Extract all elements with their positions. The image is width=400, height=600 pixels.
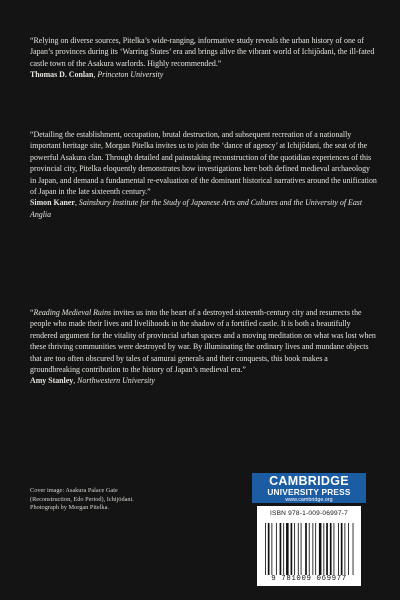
publisher-url: www.cambridge.org	[285, 496, 333, 503]
endorsement-stanley	[30, 307, 378, 387]
credit-line: Photograph by Morgan Pitelka.	[30, 504, 109, 512]
book-title-mention: Reading Medieval Ruins	[33, 308, 112, 317]
cover-image-credit	[30, 487, 220, 513]
author-name: Simon Kaner	[30, 198, 75, 208]
endorsement-text: invites us into the heart of a destroyed sixteenth-century city and resurrects the people who made their lives and livelihoods in the shadow of a fortified castle. It is both a beautifully rendered argument for the vitality of provincial urban spaces and a moving meditation on what was lost when these thriving communities were destroyed by war. By illuminating the ordinary lives and mundane objects that are too often obscured by tales of samurai generals and their conquests, this book makes a groundbreaking contribution to the history of Japan’s medieval era.”	[30, 308, 376, 375]
isbn-label: ISBN 978-1-009-06997-7	[269, 510, 349, 517]
credit-line: (Reconstruction, Edo Period), Ichijōdani.	[30, 495, 134, 503]
author-name: Amy Stanley	[30, 376, 74, 386]
barcode-icon	[265, 523, 355, 575]
endorsement-conlan	[30, 35, 378, 81]
barcode-panel	[257, 506, 361, 586]
author-affiliation: , Northwestern University	[73, 376, 155, 386]
publisher-subtitle: UNIVERSITY PRESS	[267, 487, 351, 497]
endorsement-author	[30, 197, 378, 220]
publisher-logo	[252, 473, 366, 503]
endorsement-kaner	[30, 129, 378, 220]
publisher-name: CAMBRIDGE	[269, 474, 349, 488]
quote-open: “	[30, 308, 34, 317]
author-affiliation: , Sainsbury Institute for the Study of Japanese Arts and Cultures and the University of East Anglia	[30, 198, 363, 219]
author-name: Thomas D. Conlan	[30, 70, 94, 80]
endorsement-author	[30, 69, 378, 80]
endorsement-author	[30, 375, 378, 386]
barcode-digits: 9 781009 069977	[271, 575, 347, 583]
credit-line: Cover image: Asakura Palace Gate	[30, 487, 118, 494]
author-affiliation: , Princeton University	[93, 70, 164, 80]
endorsement-text: “Relying on diverse sources, Pitelka’s wide-ranging, informative study reveals the urban history of one of Japan’s provinces during its ‘Warring States’ era and brings alive the vibrant world of Ichijōdani, the ill-fated castle town of the Asakura warlords. Highly recommended.”	[30, 36, 375, 68]
endorsement-text: “Detailing the establishment, occupation, brutal destruction, and subsequent recreation of a nationally important heritage site, Morgan Pitelka invites us to join the ‘dance of agency’ at Ichijōdani, the seat of the powerful Asakura clan. Through detailed and painstaking reconstruction of the quotidian experiences of this provincial city, Pitelka eloquently demonstrates how investigations here both defined medieval archaeology in Japan, and demand a fundamental re-evaluation of the dominant historical narratives around the unification of Japan in the late sixteenth century.”	[30, 130, 377, 197]
